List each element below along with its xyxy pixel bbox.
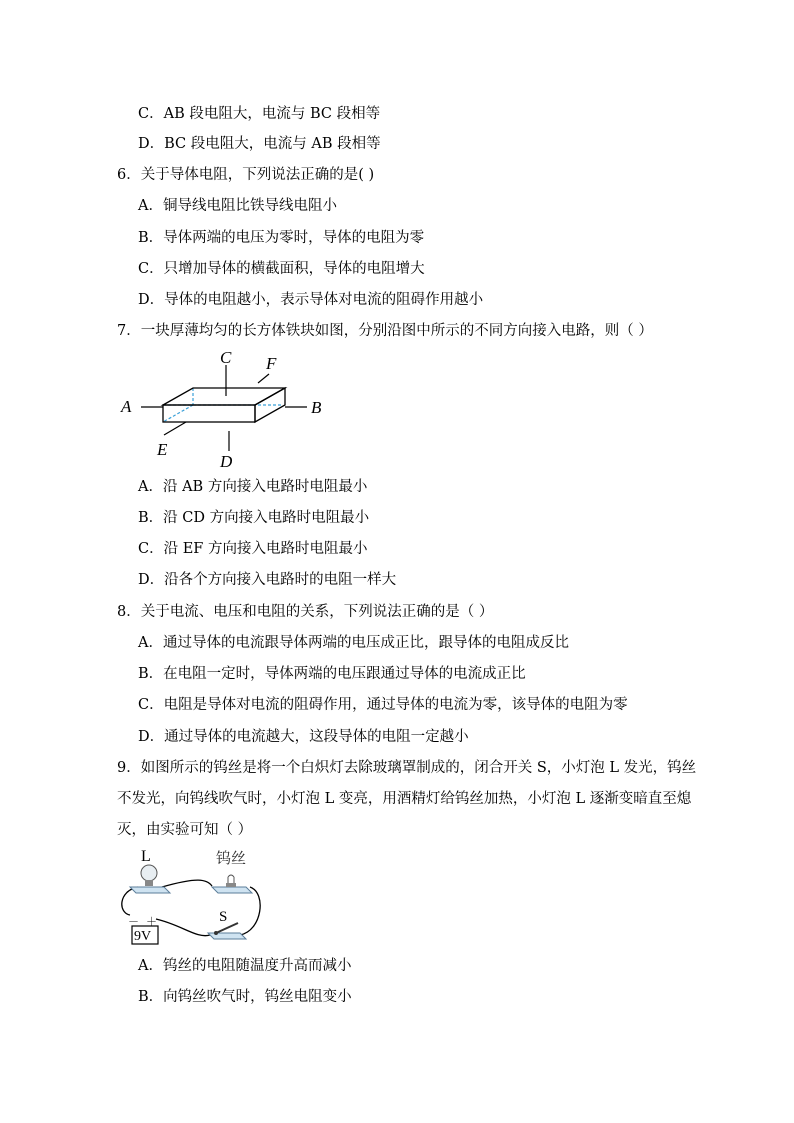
tungsten-holder — [226, 883, 236, 887]
switch-pivot — [214, 931, 218, 935]
q5-option-c: C．AB 段电阻大，电流与 BC 段相等 — [138, 106, 381, 122]
q7-option-a: A．沿 AB 方向接入电路时电阻最小 — [138, 479, 368, 495]
battery-minus-sign: － — [128, 916, 139, 928]
label-switch-s: S — [219, 909, 228, 925]
wire — [240, 887, 260, 935]
q9-stem-line-3: 灭，由实验可知（ ） — [117, 822, 253, 838]
q9-option-a: A．钨丝的电阻随温度升高而减小 — [138, 958, 352, 974]
q7-option-b: B．沿 CD 方向接入电路时电阻最小 — [138, 510, 370, 526]
block-hidden-edge — [163, 405, 193, 422]
q9-stem-line-2: 不发光，向钨线吹气时，小灯泡 L 变亮，用酒精灯给钨丝加热，小灯泡 L 逐渐变暗直至熄 — [117, 791, 692, 807]
q6-option-a: A．铜导线电阻比铁导线电阻小 — [138, 198, 337, 214]
q8-option-d: D．通过导体的电流越大，这段导体的电阻一定越小 — [138, 729, 469, 745]
q6-stem: 6．关于导体电阻，下列说法正确的是( ) — [117, 167, 375, 183]
label-b: B — [311, 398, 322, 417]
switch-base — [208, 933, 246, 939]
q7-stem: 7．一块厚薄均匀的长方体铁块如图，分别沿图中所示的不同方向接入电路，则（ ） — [117, 323, 653, 339]
battery-plus-sign: ＋ — [146, 916, 157, 928]
q9-stem-line-1: 9．如图所示的钨丝是将一个白炽灯去除玻璃罩制成的，闭合开关 S，小灯泡 L 发光，钨丝 — [117, 760, 697, 776]
q6-option-c: C．只增加导体的横截面积，导体的电阻增大 — [138, 261, 425, 277]
label-lamp-l: L — [141, 848, 151, 865]
label-e: E — [157, 440, 168, 459]
block-front-face — [163, 405, 255, 422]
q8-option-b: B．在电阻一定时，导体两端的电压跟通过导体的电流成正比 — [138, 666, 526, 682]
block-top-face — [163, 388, 285, 405]
q8-option-c: C．电阻是导体对电流的阻碍作用，通过导体的电流为零，该导体的电阻为零 — [138, 697, 628, 713]
lamp-base — [130, 887, 170, 893]
light-bulb-icon — [141, 865, 157, 881]
label-tungsten: 钨丝 — [216, 851, 247, 867]
q6-option-d: D．导体的电阻越小，表示导体对电流的阻碍作用越小 — [138, 292, 484, 308]
q5-option-d: D．BC 段电阻大，电流与 AB 段相等 — [138, 136, 381, 152]
wire — [162, 880, 212, 887]
q7-option-c: C．沿 EF 方向接入电路时电阻最小 — [138, 541, 368, 557]
label-f: F — [266, 354, 277, 373]
label-a: A — [121, 397, 132, 416]
lead-e — [164, 422, 186, 435]
q9-circuit-figure — [112, 843, 272, 948]
tungsten-base — [212, 887, 252, 893]
q7-iron-block-figure — [115, 343, 330, 473]
q7-option-d: D．沿各个方向接入电路时的电阻一样大 — [138, 572, 397, 588]
bulb-socket — [145, 880, 153, 886]
label-battery-9v: 9V — [134, 929, 152, 944]
label-d: D — [220, 452, 233, 471]
lead-f — [258, 374, 269, 383]
q8-option-a: A．通过导体的电流跟导体两端的电压成正比，跟导体的电阻成反比 — [138, 635, 569, 651]
q8-stem: 8．关于电流、电压和电阻的关系，下列说法正确的是（ ） — [117, 604, 494, 620]
wire — [156, 919, 210, 936]
q6-option-b: B．导体两端的电压为零时，导体的电阻为零 — [138, 230, 425, 246]
q9-option-b: B．向钨丝吹气时，钨丝电阻变小 — [138, 989, 352, 1005]
label-c: C — [220, 348, 232, 367]
